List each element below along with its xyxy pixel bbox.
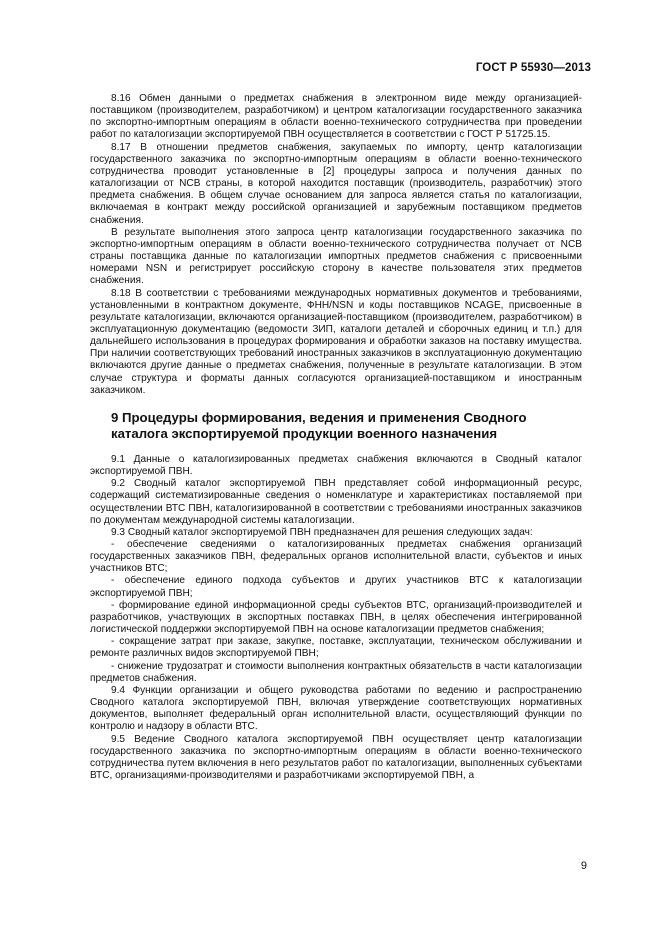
- list-item: - обеспечение сведениями о каталогизированных предметах снабжения организаций государственных заказчиков ПВН, федеральных органов исполнительной власти, субъектов и иных участников ВТС;: [90, 539, 582, 575]
- paragraph-8-18: 8.18 В соответствии с требованиями международных нормативных документов и требованиями, установленными в контрактном документе, ФНН/NSN и коды поставщиков NCAGE, присвоенные в результате каталогизации, включаются организацией-поставщиком (производителем, разработчиком) в эксплуатационную документацию (ведомости ЗИП, каталоги деталей и сборочных единиц и т.п.) для дальнейшего использования в процедурах формирования и обработки заказов на поставку имущества. При наличии соответствующих требований иностранных заказчиков в эксплуатационную документацию включаются другие данные о предметах снабжения, полученные в результате каталогизации. В этом случае структура и форматы данных согласуются организацией-поставщиком и иностранным заказчиком.: [90, 287, 582, 396]
- paragraph-8-17: 8.17 В отношении предметов снабжения, закупаемых по импорту, центр каталогизации государственного заказчика по экспортно-импортным операциям в области военно-технического сотрудничества проводит установленные в [2] процедуры запроса и получения данных по каталогизации от NCB страны, в которой находится поставщик (производитель, разработчик) этого предмета снабжения. В общем случае основанием для запроса является статья по каталогизации, включаемая в контракт между российской организацией и зарубежным поставщиком предметов снабжения.: [90, 141, 582, 226]
- paragraph-8-17-result: В результате выполнения этого запроса центр каталогизации государственного заказчика по экспортно-импортным операциям в области военно-технического сотрудничества получает от NCB страны поставщика данные по каталогизации импортных предметов снабжения с присвоенными номерами NSN и регистрирует российскую сторону в качестве пользователя этих предметов снабжения.: [90, 226, 582, 287]
- list-item: - обеспечение единого подхода субъектов и других участников ВТС к каталогизации экспортируемой ПВН;: [90, 575, 582, 599]
- paragraph-9-5: 9.5 Ведение Сводного каталога экспортируемой ПВН осуществляет центр каталогизации государственного заказчика по экспортно-импортным операциям в области военно-технического сотрудничества путем включения в него результатов работ по каталогизации, выполненных субъектами ВТС, организациями-производителями и разработчиками экспортируемой ПВН, а: [90, 733, 582, 781]
- paragraph-9-1: 9.1 Данные о каталогизированных предметах снабжения включаются в Сводный каталог экспортируемой ПВН.: [90, 453, 582, 478]
- list-item: - сокращение затрат при заказе, закупке, поставке, эксплуатации, техническом обслуживании и ремонте различных видов экспортируемой ПВН;: [90, 636, 582, 660]
- list-item: - формирование единой информационной среды субъектов ВТС, организаций-производителей и разработчиков, участвующих в экспортных поставках ПВН, в целях обеспечения интегрированной логистической поддержки экспортируемой ПВН на основе каталогизации предметов снабжения;: [90, 599, 582, 636]
- paragraph-8-16: 8.16 Обмен данными о предметах снабжения в электронном виде между организацией-поставщиком (производителем, разработчиком) и центром каталогизации государственного заказчика по экспортно-импортным операциям в области военно-технического сотрудничества при проведении работ по каталогизации экспортируемой ПВН осуществляется в соответствии с ГОСТ Р 51725.15.: [90, 93, 582, 141]
- page-number: 9: [580, 860, 587, 872]
- document-code: ГОСТ Р 55930—2013: [475, 62, 591, 74]
- list-item: - снижение трудозатрат и стоимости выполнения контрактных обязательств в части каталогизации предметов снабжения.: [90, 660, 582, 684]
- section-9-heading: 9 Процедуры формирования, ведения и применения Сводного каталога экспортируемой продукции военного назначения: [111, 409, 527, 441]
- paragraph-9-2: 9.2 Сводный каталог экспортируемой ПВН представляет собой информационный ресурс, содержащий систематизированные сведения о номенклатуре и характеристиках поставляемой при осуществлении ВТС ПВН, каталогизированной в соответствии с требованиями иностранных заказчиков по документам международной системы каталогизации.: [90, 478, 582, 526]
- paragraph-9-3: 9.3 Сводный каталог экспортируемой ПВН предназначен для решения следующих задач:: [111, 526, 533, 538]
- paragraph-9-4: 9.4 Функции организации и общего руководства работами по ведению и распространению Сводного каталога экспортируемой ПВН, включая утверждение соответствующих нормативных документов, выполняет федеральный орган исполнительной власти, осуществляющий функции по контролю и надзору в области ВТС.: [90, 684, 582, 733]
- document-body: [90, 93, 582, 782]
